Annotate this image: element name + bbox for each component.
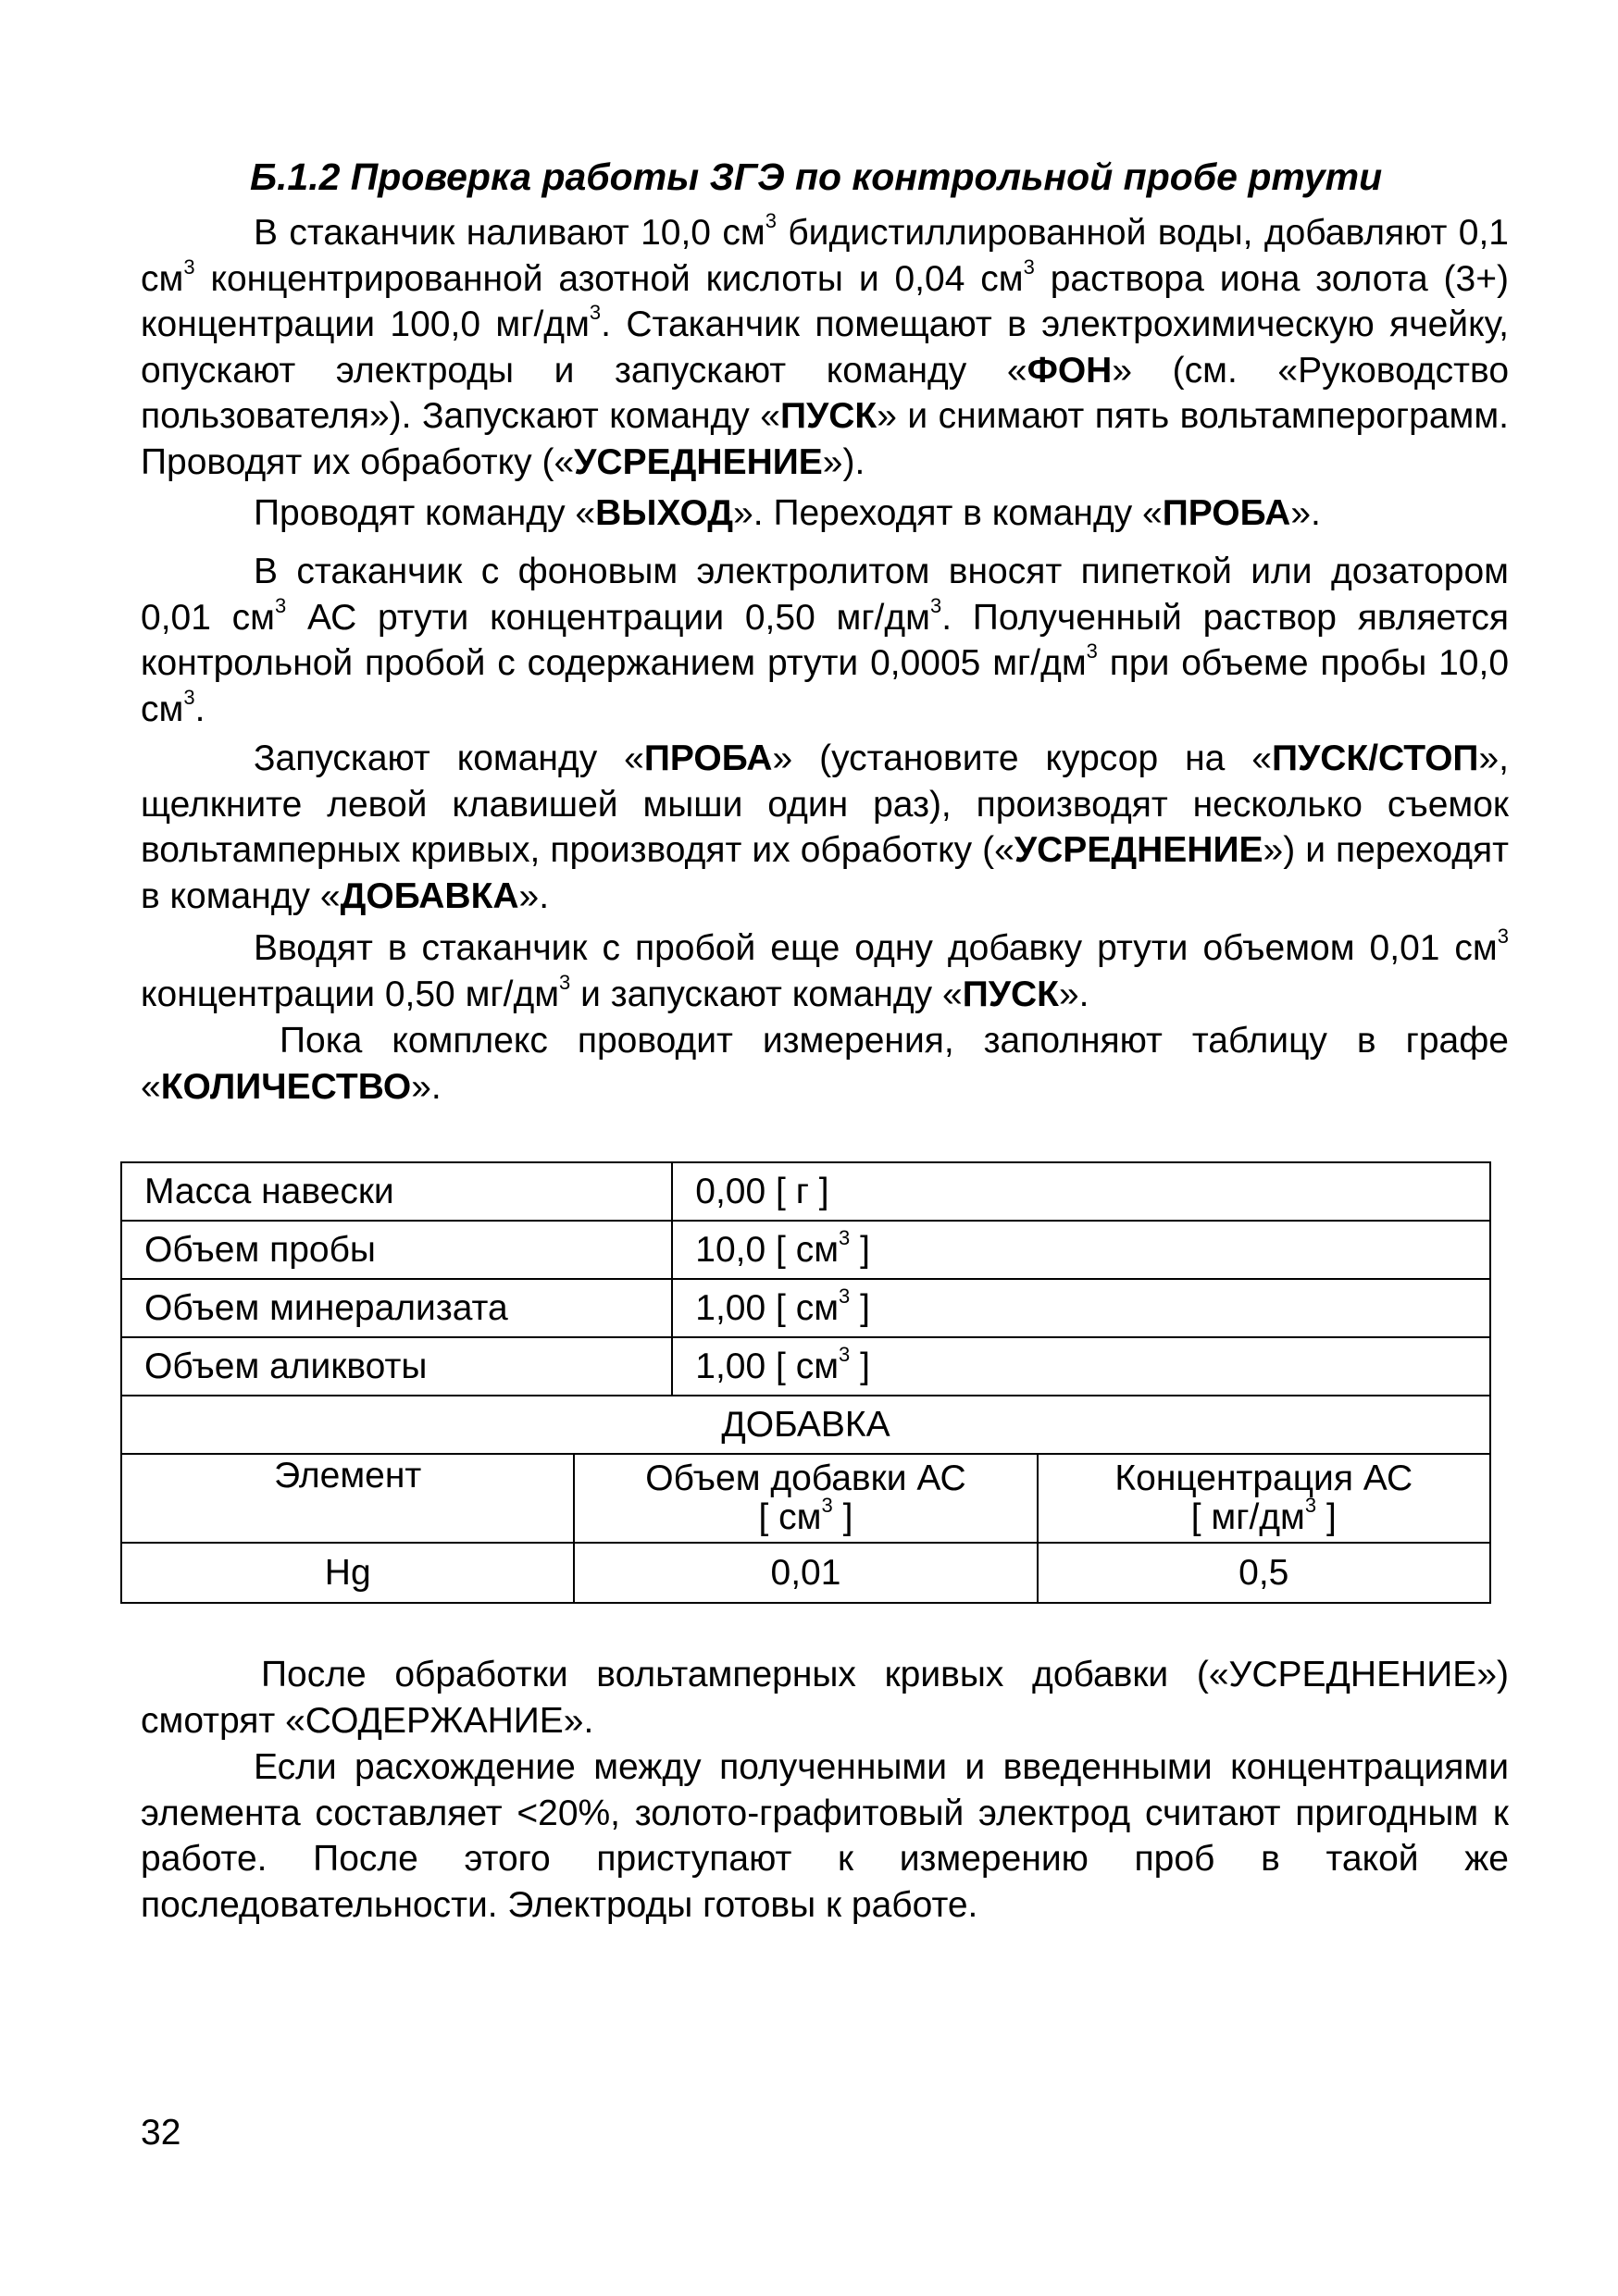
cell-volume: 0,01 <box>574 1543 1037 1603</box>
superscript: 3 <box>765 209 777 232</box>
superscript: 3 <box>589 301 602 324</box>
paragraph-3 <box>141 549 1509 732</box>
header-volume-unit <box>582 1494 1028 1537</box>
p5-text-c: и запускают команду « <box>570 974 963 1014</box>
cell-element: Hg <box>121 1543 574 1603</box>
p1-text-f: » (см. «Руководство пользователя»). Запускают команду « <box>141 350 1510 436</box>
superscript: 3 <box>559 970 571 994</box>
superscript: 3 <box>821 1494 833 1517</box>
p3-text-e: . <box>194 689 205 729</box>
cell-concentration: 0,5 <box>1038 1543 1490 1603</box>
p6-text-a: Пока комплекс проводит измерения, заполняют таблицу в графе « <box>141 1021 1509 1107</box>
paragraph-8: Если расхождение между полученными и введенными концентрациями элемента составляет <20%, золото-графитовый электрод считают пригодным к работе. После этого приступают к измерению проб в такой же последовательности. Электроды готовы к работе. <box>141 1747 1509 1925</box>
p4-text-b: » (установите курсор на « <box>772 738 1272 778</box>
row-label: Объем минерализата <box>121 1279 672 1337</box>
header-conc-title: Концентрация АС <box>1114 1458 1413 1498</box>
value-tail: ] <box>850 1229 870 1270</box>
superscript: 3 <box>839 1225 851 1249</box>
superscript: 3 <box>839 1342 851 1366</box>
p1-text-e: . Стаканчик помещают в электрохимическую ячейку, опускают электроды и запускают команду « <box>141 304 1510 391</box>
page-number: 32 <box>141 2113 181 2153</box>
paragraph-7: После обработки вольтамперных кривых добавки («УСРЕДНЕНИЕ») смотрят «СОДЕРЖАНИЕ». <box>141 1655 1509 1741</box>
p1-text-b: бидистиллированной воды, добавляют 0,1 см <box>141 213 1509 299</box>
command-kolichestvo: КОЛИЧЕСТВО <box>160 1066 412 1107</box>
p2-text-b: ». Переходят в команду « <box>733 493 1163 533</box>
superscript: 3 <box>839 1284 851 1308</box>
p4-text-e: ». <box>518 875 550 916</box>
p5-text-a: Вводят в стаканчик с пробой еще одну добавку ртути объемом 0,01 см <box>254 928 1498 968</box>
command-fon: ФОН <box>1027 350 1113 391</box>
value-tail: ] <box>850 1346 870 1386</box>
table-row <box>121 1162 1490 1221</box>
p6-text-b: ». <box>411 1066 442 1107</box>
p3-text-d: при объеме пробы 10,0 см <box>141 643 1510 729</box>
header-volume <box>574 1454 1037 1543</box>
unit-text: [ см <box>758 1497 822 1537</box>
superscript: 3 <box>1023 254 1035 279</box>
paragraph-2 <box>141 490 1509 537</box>
header-volume-title: Объем добавки АС <box>645 1458 966 1498</box>
header-conc-unit <box>1046 1494 1482 1537</box>
row-label: Объем аликвоты <box>121 1337 672 1396</box>
p1-text-d: раствора иона золота (3+) концентрации 100,0 мг/дм <box>141 258 1510 344</box>
table-row <box>121 1221 1490 1279</box>
command-dobavka: ДОБАВКА <box>340 875 519 916</box>
header-concentration <box>1038 1454 1490 1543</box>
value-text: 10,0 [ см <box>695 1229 840 1270</box>
paragraph-5 <box>141 925 1509 1017</box>
table-data-row <box>121 1543 1490 1603</box>
p4-text-a: Запускают команду « <box>254 738 644 778</box>
paragraph-4 <box>141 736 1509 919</box>
paragraph-6 <box>141 1018 1509 1110</box>
superscript: 3 <box>1304 1494 1317 1517</box>
p3-text-b: АС ртути концентрации 0,50 мг/дм <box>286 597 930 638</box>
command-usrednenie: УСРЕДНЕНИЕ <box>574 441 823 482</box>
command-usrednenie: УСРЕДНЕНИЕ <box>1014 830 1263 870</box>
command-pusk-stop: ПУСК/СТОП <box>1271 738 1479 778</box>
superscript: 3 <box>1086 639 1098 663</box>
superscript: 3 <box>1497 925 1509 948</box>
p1-text-g: » и снимают пять вольтамперограмм. Проводят их обработку (« <box>141 396 1510 482</box>
command-vyhod: ВЫХОД <box>595 493 734 533</box>
command-proba: ПРОБА <box>643 738 773 778</box>
p3-text-a: В стаканчик с фоновым электролитом вносят пипеткой или дозатором 0,01 см <box>141 552 1509 638</box>
command-proba: ПРОБА <box>1162 493 1291 533</box>
p1-text-c: концентрированной азотной кислоты и 0,04 см <box>194 258 1024 299</box>
p4-text-c: », щелкните левой клавишей мыши один раз), производят несколько съемок вольтамперных кривых, производят их обработку (« <box>141 738 1509 870</box>
section-title-dobavka: ДОБАВКА <box>121 1396 1490 1454</box>
row-label: Объем пробы <box>121 1221 672 1279</box>
table-section-row <box>121 1396 1490 1454</box>
quantity-table <box>120 1161 1491 1604</box>
superscript: 3 <box>183 685 195 709</box>
p2-text-a: Проводят команду « <box>254 493 596 533</box>
table-row <box>121 1279 1490 1337</box>
p5-text-d: ». <box>1058 974 1089 1014</box>
unit-tail: ] <box>832 1497 853 1537</box>
p4-text-d: ») и переходят в команду « <box>141 830 1509 916</box>
p5-text-b: концентрации 0,50 мг/дм <box>141 974 560 1014</box>
command-pusk: ПУСК <box>962 974 1059 1014</box>
p1-text-h: »). <box>822 441 865 482</box>
row-value <box>672 1279 1490 1337</box>
value-text: 1,00 [ см <box>695 1346 840 1386</box>
table-header-row <box>121 1454 1490 1543</box>
p3-text-c: . Полученный раствор является контрольной пробой с содержанием ртути 0,0005 мг/дм <box>141 597 1509 683</box>
header-element: Элемент <box>121 1454 574 1543</box>
paragraph-1 <box>141 210 1509 485</box>
value-text: 1,00 [ см <box>695 1287 840 1328</box>
row-value <box>672 1221 1490 1279</box>
p2-text-c: ». <box>1290 493 1321 533</box>
superscript: 3 <box>183 254 195 279</box>
unit-tail: ] <box>1316 1497 1337 1537</box>
superscript: 3 <box>929 593 942 617</box>
p1-text-a: В стаканчик наливают 10,0 см <box>254 213 765 253</box>
row-value <box>672 1337 1490 1396</box>
value-tail: ] <box>850 1287 870 1328</box>
table-row <box>121 1337 1490 1396</box>
unit-text: [ мг/дм <box>1190 1497 1305 1537</box>
command-pusk: ПУСК <box>779 396 877 436</box>
row-label: Масса навески <box>121 1162 672 1221</box>
superscript: 3 <box>274 593 287 617</box>
row-value: 0,00 [ г ] <box>672 1162 1490 1221</box>
section-heading: Б.1.2 Проверка работы ЗГЭ по контрольной пробе ртути <box>250 155 1383 198</box>
